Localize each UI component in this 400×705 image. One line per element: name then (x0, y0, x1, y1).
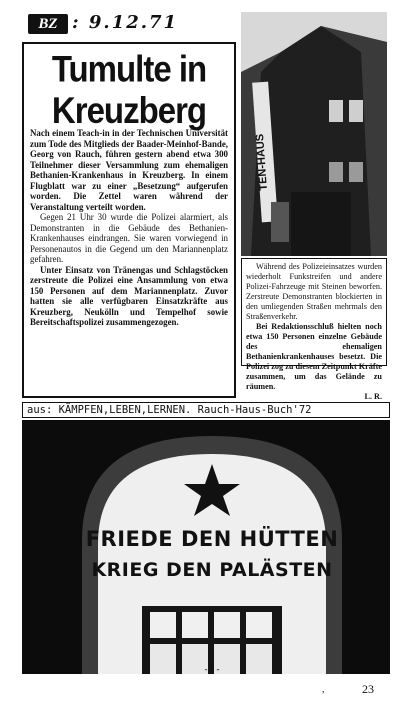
author-initials: L. R. (364, 392, 382, 401)
banner-text: TEN-HAUS (254, 133, 270, 191)
caption-paragraph-2: Bei Redaktionsschluß hielten noch etwa 150 Personen einzelne Gebäude des ehemaligen Bethanienkrankenhauses besetzt. Die Polizei zog zu diesem Zeitpunkt Kräfte zusammen, um das Gelände zu räumen. (246, 322, 382, 391)
article-continuation (241, 258, 387, 401)
news-article (22, 42, 236, 398)
caption-paragraph-1: Während des Polizeieinsatzes wurden wiederholt Funkstreifen und andere Polizei-Fahrzeuge mit Steinen beworfen. Zerstreute Demonstranten blockierten in den umliegenden Straßen mehrmals den Straßenverkehr. (246, 262, 382, 321)
slogan-line-2: KRIEG DEN PALÄSTEN (91, 559, 333, 581)
slogan-photo-graphic (22, 420, 390, 674)
handwritten-date: : 9.12.71 (72, 12, 179, 33)
stray-mark: , (322, 684, 325, 695)
newspaper-masthead (28, 14, 228, 36)
article-headline: Tumulte in Kreuzberg (51, 48, 207, 131)
building-photo-graphic (241, 12, 387, 256)
book-source-line: aus: KÄMPFEN,LEBEN,LERNEN. Rauch-Haus-Buch'72 (22, 402, 390, 418)
bz-logo: BZ (28, 14, 68, 34)
article-paragraph-3: Unter Einsatz von Tränengas und Schlagstöcken zerstreute die Polizei eine Ansammlung von etwa 150 Personen auf dem Mariannenplatz. Zuvor hatten sie alle verfügbaren Einsatzkräfte aus Kreuzberg, Neukölln und Tempelhof sowie Bereitschaftspolizei zusammengezogen. (30, 264, 228, 327)
photo-page-mark: - 2 - (204, 664, 220, 674)
page-number: 23 (362, 682, 374, 696)
building-photo (241, 12, 387, 256)
article-paragraph-1: Nach einem Teach-in in der Technischen Universität zum Tode des Mitglieds der Baader-Meinhof-Bande, Georg von Rauch, führen gestern abend etwa 300 Teilnehmer dieser Versammlung zum ehemaligen Bethanien-Krankenhaus in Kreuzberg. In einem Flugblatt war zu einer „Besetzung“ aufgerufen worden. Die Zettel waren während der Veranstaltung verteilt worden. (30, 128, 228, 212)
article-paragraph-2: Gegen 21 Uhr 30 wurde die Polizei alarmiert, als Demonstranten in die Gebäude des Bethanien-Krankenhauses eindrangen. Sie waren vorwiegend in Personenautos in die Gegend um den Mariannenplatz gefahren. (30, 212, 228, 264)
slogan-photo (22, 420, 390, 674)
slogan-line-1: FRIEDE DEN HÜTTEN (85, 527, 339, 551)
